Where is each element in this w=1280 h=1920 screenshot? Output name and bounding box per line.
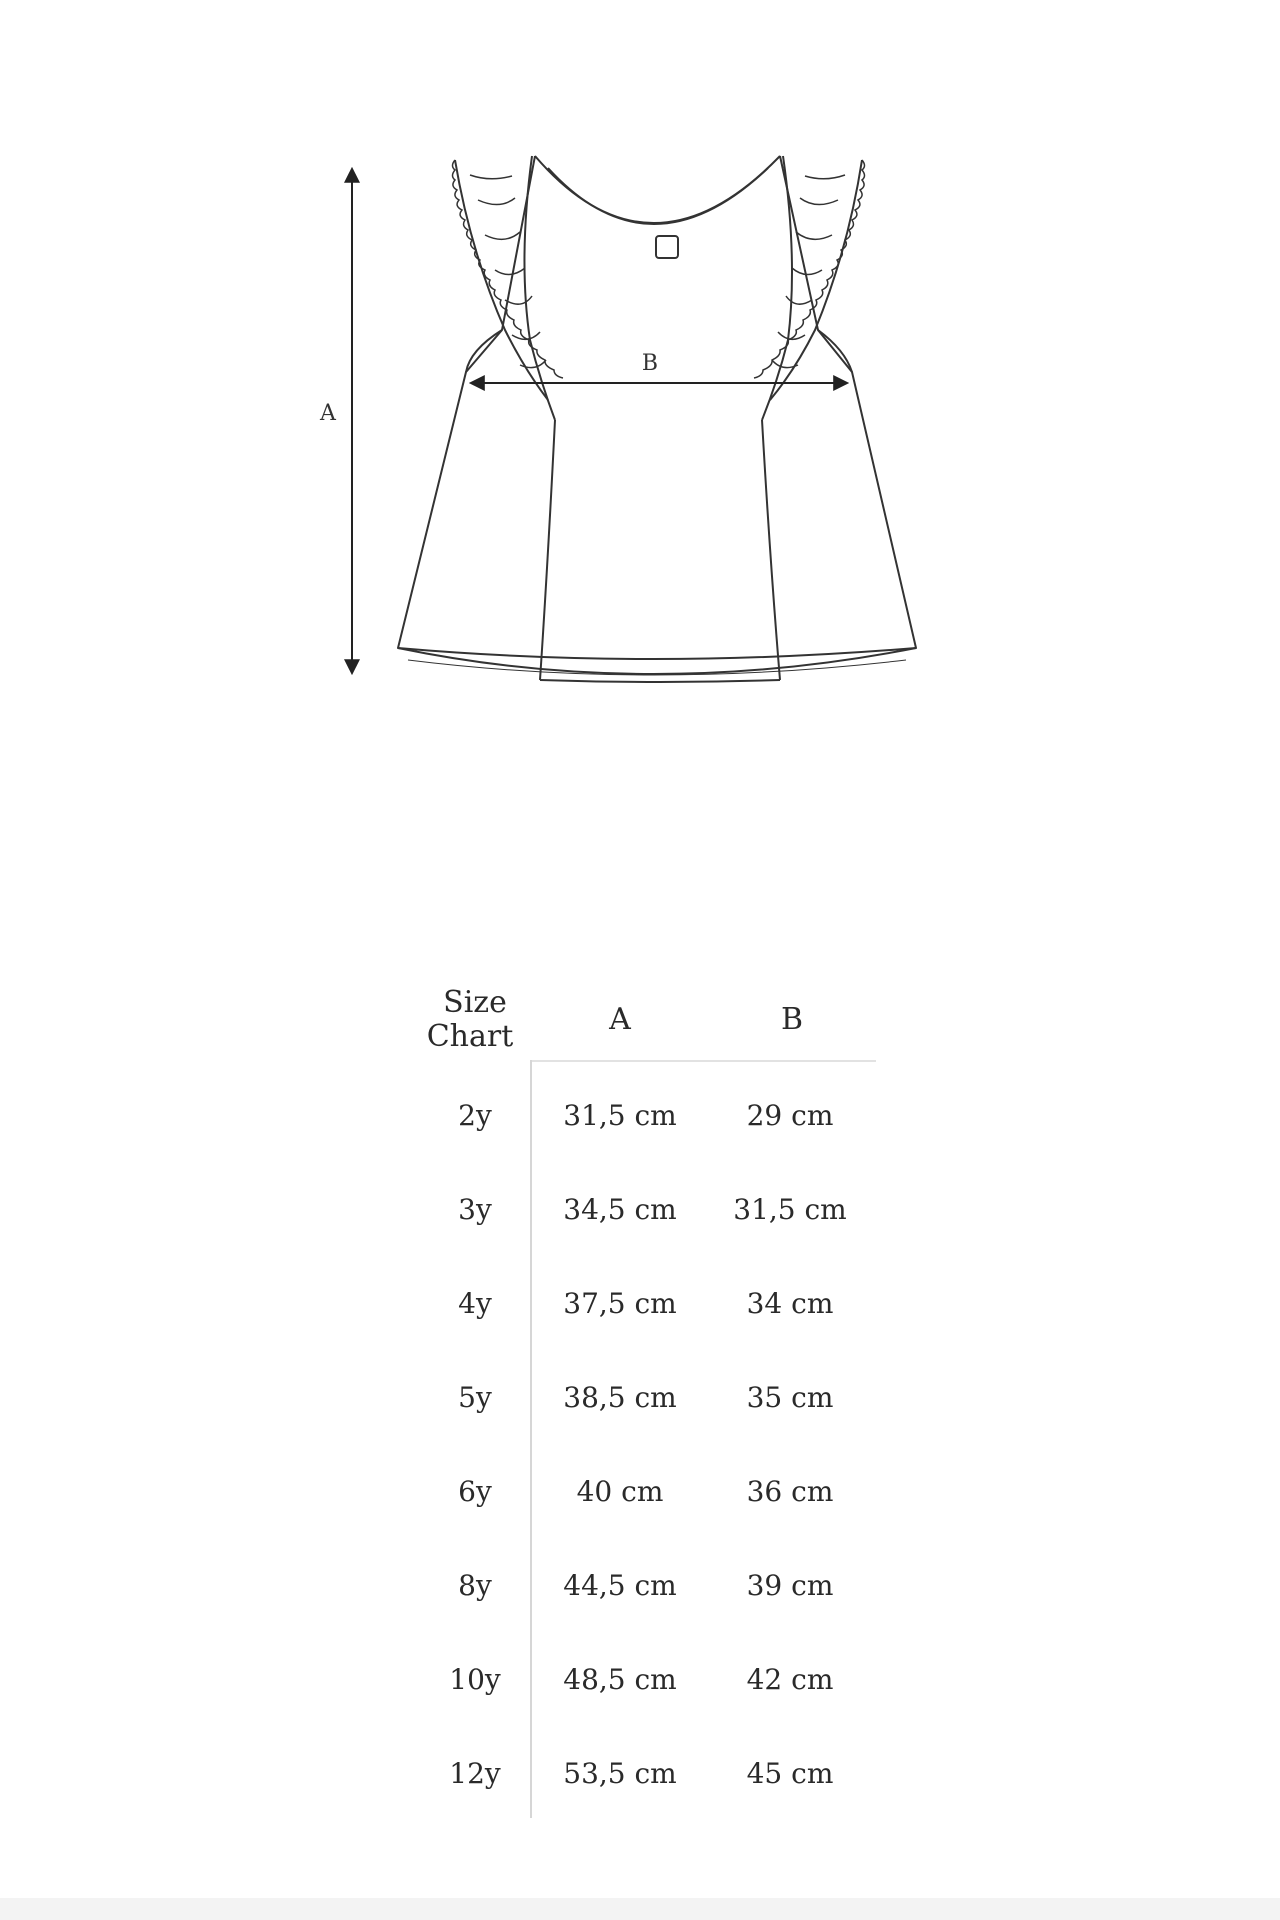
size-chart-heading-line2: Chart: [426, 1019, 514, 1054]
measure-b-value: 45 cm: [746, 1757, 834, 1790]
measure-a-value: 38,5 cm: [563, 1381, 677, 1414]
column-header-b: B: [780, 1002, 804, 1037]
size-label: 2y: [458, 1099, 492, 1132]
measure-b-value: 42 cm: [746, 1663, 834, 1696]
measure-a-value: 40 cm: [576, 1475, 664, 1508]
size-label: 4y: [458, 1287, 492, 1320]
size-label: 8y: [458, 1569, 492, 1602]
measure-a-value: 48,5 cm: [563, 1663, 677, 1696]
size-label: 12y: [449, 1757, 501, 1790]
size-label: 6y: [458, 1475, 492, 1508]
measure-b-value: 31,5 cm: [733, 1193, 847, 1226]
measure-a-value: 34,5 cm: [563, 1193, 677, 1226]
measure-b-value: 35 cm: [746, 1381, 834, 1414]
size-chart-heading-line1: Size: [443, 985, 507, 1020]
measure-a-value: 44,5 cm: [563, 1569, 677, 1602]
measure-a-value: 37,5 cm: [563, 1287, 677, 1320]
width-label: B: [641, 351, 659, 376]
measure-b-value: 36 cm: [746, 1475, 834, 1508]
height-label: A: [320, 401, 336, 426]
measure-a-value: 53,5 cm: [563, 1757, 677, 1790]
size-label: 10y: [449, 1663, 501, 1696]
bottom-band: [0, 1898, 1280, 1920]
size-label: 3y: [458, 1193, 492, 1226]
measure-b-value: 39 cm: [746, 1569, 834, 1602]
column-divider: [530, 1060, 532, 1818]
measure-b-value: 29 cm: [746, 1099, 834, 1132]
column-header-a: A: [609, 1002, 631, 1037]
size-label: 5y: [458, 1381, 492, 1414]
measure-a-value: 31,5 cm: [563, 1099, 677, 1132]
header-divider: [530, 1060, 876, 1062]
measure-b-value: 34 cm: [746, 1287, 834, 1320]
